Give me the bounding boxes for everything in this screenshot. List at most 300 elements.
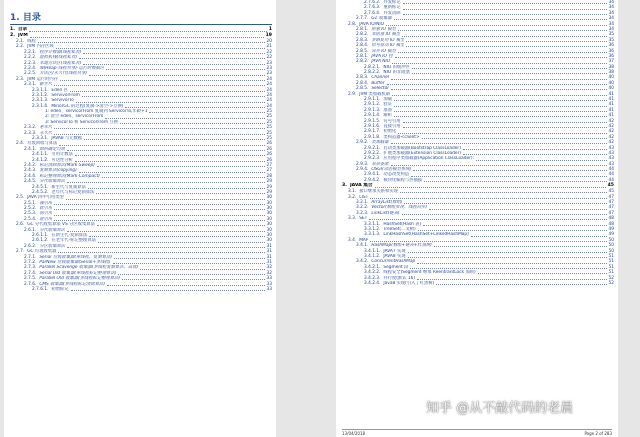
toc-dot-leader [67,247,264,248]
toc-entry-page: 43 [608,161,614,167]
toc-dot-leader [408,252,607,253]
toc-entry-title: MAP [359,237,369,243]
toc-dot-leader [394,19,607,20]
toc-entry-title: 并发清除 [383,10,401,16]
toc-dot-leader [429,209,606,210]
toc-entry-title: Segment 段 [383,264,409,270]
toc-dot-leader [82,96,265,97]
toc-dot-leader [97,166,265,167]
toc-entry-page: 1 [268,27,272,32]
toc-dot-leader [404,203,606,204]
toc-entry-number: 2.8.2. [356,32,369,38]
toc-dot-leader [408,257,607,258]
toc-list-right [342,0,614,286]
toc-dot-leader [76,102,265,103]
toc-dot-leader [369,219,606,220]
toc-entry-number: 2.9.2. [356,140,369,146]
toc-entry-number: 2.5.1. [24,200,37,206]
toc-entry-number: 3.4.2.4. [364,280,381,286]
toc-dot-leader [418,230,607,231]
toc-entry-page: 30 [266,195,272,201]
toc-entry-page: 47 [608,205,614,211]
toc-entry[interactable] [10,287,272,292]
toc-dot-leader [375,187,606,188]
toc-dot-leader [79,58,264,59]
toc-entry-page: 48 [608,216,614,222]
toc-entry-title: 永久代 [39,130,53,136]
toc-dot-leader [118,274,264,275]
toc-entry-number: 2.9.1.1. [364,97,381,103]
toc-entry-page: 36 [608,48,614,54]
toc-entry-page: 25 [266,130,272,136]
toc-dot-leader [422,138,607,139]
toc-entry-title: 重新标记 [383,5,401,11]
toc-entry-page: 30 [266,227,272,233]
toc-entry-page: 26 [266,152,272,158]
toc-entry-page: 41 [608,91,614,97]
toc-entry-title: 2: 清空 eden、servicorFrom [45,114,104,120]
toc-entry-page: 43 [608,150,614,156]
toc-entry-number: 2.8.3. [356,37,369,43]
toc-entry-title: 加载 [383,97,392,103]
toc-dot-leader [96,193,264,194]
toc-dot-leader [391,143,607,144]
toc-dot-leader [463,149,607,150]
toc-entry-title: JVM 内存区域 [27,44,54,50]
toc-entry-number: 3.3. [348,216,357,222]
toc-entry-title: JAVA IO/NIO [359,21,384,27]
toc-entry-page: 33 [266,286,272,292]
toc-entry-title: 模块化编程与热插拔 [383,177,423,183]
toc-entry-number: 2.3.2. [24,125,37,131]
toc-entry-title: LinkList(链表) [371,210,400,216]
toc-entry-title: LIST [359,194,369,200]
toc-entry-page: 31 [266,254,272,260]
toc-entry-page: 47 [608,210,614,216]
toc-dot-leader [406,41,606,42]
toc-dot-leader [391,165,607,166]
toc-dot-leader [106,69,264,70]
toc-entry-number: 2.4.1.1. [32,152,49,158]
heading-rule [10,24,272,25]
toc-entry-number: 2.9.1.7. [364,129,381,135]
toc-dot-leader [395,57,607,58]
toc-entry-page: 45 [607,183,614,189]
toc-dot-leader [59,145,264,146]
toc-entry-title: 程序计数器(线程私有) [39,49,82,55]
toc-entry-page: 25 [266,136,272,142]
toc-entry-page: 41 [608,102,614,108]
toc-entry-number: 2.4.5.1. [32,184,49,190]
toc-entry-number: 2.6.1.2. [32,238,49,244]
toc-entry-page: 30 [266,211,272,217]
toc-dot-leader [56,48,265,49]
toc-entry-title: 垃圾回收与算法 [27,141,58,147]
toc-entry-number: 2.6. [16,222,25,228]
toc-entry-page: 42 [608,140,614,146]
toc-entry-number: 2.5.2. [24,206,37,212]
toc-entry-number: 2.2.3. [24,60,37,66]
toc-entry-page: 30 [266,222,272,228]
toc-entry-title: 动态改变构造 [383,172,410,178]
toc-entry-number: 2.9.1.2. [364,102,381,108]
toc-entry-page: 25 [266,109,272,115]
toc-entry-title: 标记整理算法(Mark-Compact) [39,173,100,179]
toc-entry-title: 验证 [383,102,392,108]
toc-entry-page: 34 [608,21,614,27]
toc-entry-page: 37 [608,59,614,65]
toc-entry-number: 2.8.2. [356,59,369,65]
toc-entry-number: 2.8. [348,21,357,27]
toc-page-left [4,0,276,437]
toc-dot-leader [412,68,607,69]
toc-entry-number: 2.8.2.2. [364,70,381,76]
toc-entry-number: 2.5. [16,195,25,201]
toc-dot-leader [413,170,606,171]
toc-entry-page: 22 [266,55,272,61]
toc-entry-page: 34 [608,16,614,22]
toc-entry-number: 2.1. [16,38,25,44]
toc-dot-leader [417,263,606,264]
toc-entry[interactable] [342,281,614,286]
toc-entry-title: JAVA8 与元数据 [51,136,83,142]
toc-dot-leader [387,84,607,85]
toc-dot-leader [38,42,265,43]
toc-dot-leader [79,172,265,173]
toc-entry-title: 虚引用 [39,216,53,222]
toc-entry-number: 3.2.2. [356,205,369,211]
toc-entry-page: 26 [266,146,272,152]
toc-entry-title: OSGI(动态模型系统) [371,167,412,173]
toc-entry-page: 25 [266,119,272,125]
toc-entry-title: GC 分代收集算法 VS 分区收集算法 [27,222,95,228]
toc-entry-number: 2.6.2. [24,243,37,249]
toc-entry-title: Selector [371,86,389,92]
toc-entry-page: 31 [266,249,272,255]
toc-entry-page: 51 [608,264,614,270]
toc-entry-title: JAVA 集合 [349,183,373,189]
toc-entry-page: 40 [608,80,614,86]
toc-dot-leader [403,3,607,4]
toc-dot-leader [60,80,265,81]
toc-entry-page: 24 [266,87,272,93]
toc-dot-leader [386,25,607,26]
toc-entry-page: 44 [608,167,614,173]
toc-entry-number: 2.2.4. [24,65,37,71]
toc-dot-leader [410,268,606,269]
toc-entry-title: 新生代 [39,82,53,88]
toc-entry-title: 准备 [383,107,392,113]
toc-dot-leader [107,285,265,286]
toc-dot-leader [406,46,606,47]
toc-entry-title: 3: ServicorTo 和 ServicorFrom 互换 [45,119,118,125]
toc-dot-leader [54,85,264,86]
toc-dot-leader [149,112,264,113]
toc-entry-number: 2.7.7. [356,16,369,22]
toc-entry-number: 3.4.2.2. [364,270,381,276]
toc-entry-number: 3.3.1.2. [364,227,381,232]
toc-entry-title: 强引用 [39,200,53,206]
toc-entry-page: 42 [608,134,614,140]
toc-entry-page: 32 [266,265,272,271]
toc-entry-number: 2.8.2.1. [364,64,381,70]
toc-entry-number: 2.9.3. [356,161,369,167]
toc-entry-title: 阻塞 IO 模型 [371,26,396,32]
toc-entry-number: 2.4.4. [24,173,37,179]
toc-entry-title: 异步 IO 模型 [371,48,396,54]
toc-entry-title: HashMap(数组+链表+红黑树) [371,243,432,249]
toc-entry-page: 30 [266,200,272,206]
toc-entry-title: MinorGC 的过程(复制->清空->互换) [51,103,124,109]
toc-entry-title: Java8 实现(引入了红黑树) [383,280,435,286]
toc-entry-page: 40 [608,86,614,92]
toc-entry-page: 27 [266,162,272,168]
toc-entry-number: 2.6.1.1. [32,233,49,239]
toc-entry-page: 42 [608,123,614,129]
toc-dot-leader [391,79,607,80]
toc-entry-title: 线程安全(Segment 继承 ReentrantLock 加锁) [383,270,476,276]
toc-entry-page: 52 [608,280,614,286]
toc-entry-page: 23 [266,65,272,71]
toc-entry-number: 3.4.1.2. [364,253,381,259]
toc-entry-number: 3. [342,183,347,189]
toc-entry-page: 20 [266,38,272,44]
toc-dot-leader [114,258,264,259]
toc-entry-number: 2.6.1. [24,227,37,233]
toc-entry-number: 2.3.3. [24,130,37,136]
toc-heading: 1. 目录 [10,13,41,23]
toc-entry-title: Parallel Scavenge 收集器(多线程复制算法、高效) [39,265,139,271]
toc-entry-number: 3.4.2.1. [364,264,381,270]
toc-dot-leader [417,279,606,280]
toc-dot-leader [105,118,264,119]
toc-entry-title: 本地方法区(线程私有) [39,60,82,66]
toc-entry-title: CMS 收集器(多线程标记清除算法) [39,281,106,287]
toc-entry-title: JAVA IO 包 [371,53,393,59]
toc-entry-number: 2.9.2.2. [364,150,381,156]
toc-dot-leader [471,236,607,237]
toc-entry-page: 31 [266,243,272,249]
toc-entry-title: 如何确定垃圾 [39,146,66,152]
toc-entry-number: 1. [10,27,15,32]
toc-entry-page: 44 [608,177,614,183]
toc-entry-number: 2.8.5. [356,48,369,54]
toc-entry-number: 2.8.3. [356,75,369,81]
toc-entry-title: JAVA NIO [371,59,391,65]
toc-entry-number: 2.7.6.1. [32,286,49,292]
toc-entry-number: 2.9.4.2. [364,177,381,183]
toc-dot-leader [122,279,264,280]
toc-entry-number: 2.2. [16,44,25,50]
toc-list-left [10,27,272,292]
toc-entry-number: 2.9.2.1. [364,145,381,151]
toc-entry-page: 47 [608,200,614,206]
toc-entry-page: 42 [608,129,614,135]
toc-entry-number: 2.9.2.3. [364,156,381,162]
toc-entry-number: 2.2.1. [24,49,37,55]
toc-entry-title: 软引用 [39,206,53,212]
toc-entry-number: 2.4.3. [24,168,37,174]
toc-entry-page: 51 [608,270,614,276]
toc-entry-page: 43 [608,156,614,162]
toc-entry-title: 虚拟机栈(线程私有) [39,55,78,61]
toc-dot-leader [70,91,265,92]
toc-dot-leader [58,252,264,253]
toc-entry-number: 2.9.1.4. [364,113,381,119]
toc-entry-number: 3.2.1. [356,200,369,206]
toc-entry-page: 36 [608,43,614,49]
toc-dot-leader [403,122,607,123]
toc-entry-title: Buffer [371,80,385,86]
toc-entry-number: 2.4.1.2. [32,157,49,163]
toc-entry-page: 38 [608,64,614,70]
toc-entry-page: 22 [266,49,272,55]
toc-entry-page: 50 [608,243,614,249]
toc-dot-leader [83,64,264,65]
toc-entry-number: 3.2.3. [356,210,369,216]
toc-dot-leader [400,192,607,193]
toc-dot-leader [140,269,264,270]
toc-entry-number: 2.8.1. [356,26,369,32]
toc-entry-title: ArrayList(数组) [371,200,403,206]
toc-dot-leader [113,263,265,264]
toc-dot-leader [89,236,264,237]
toc-entry-title: JVM 运行时内存 [27,76,58,82]
toc-entry-number: 2.4.2. [24,162,37,168]
toc-entry-page: 33 [266,276,272,282]
toc-dot-leader [84,139,264,140]
toc-entry-number: 2.3. [16,76,25,82]
toc-entry-page: 29 [266,184,272,190]
toc-entry-page: 34 [608,0,614,5]
toc-entry-title: 启动类加载器(Bootstrap ClassLoader) [383,145,461,151]
toc-entry-page: 50 [608,237,614,243]
toc-dot-leader [392,95,607,96]
toc-entry-title: 初始化 [383,129,397,135]
toc-entry-number: 2.9.4. [356,167,369,173]
toc-entry-title: 在新生代-复制算法 [51,233,88,239]
toc-entry-page: 47 [608,194,614,200]
toc-entry-title: 复制算法(copying) [39,168,77,174]
toc-page-right [336,0,618,437]
toc-entry-number: 2.3.1.1. [32,87,49,93]
toc-dot-leader [423,225,606,226]
toc-entry-number: 2.4.5. [24,179,37,185]
toc-entry-number: 2.9.4.1. [364,172,381,178]
toc-entry-page: 30 [266,238,272,244]
toc-entry-page: 29 [266,189,272,195]
toc-entry-number: 2.3.1.4. [32,103,49,109]
toc-entry-title: GC 垃圾收集器 [27,249,57,255]
toc-entry-title: LinkHashSet(HashSet+LinkedHashMap) [383,232,469,238]
toc-entry-title: 在老年代-标记整理算法 [51,238,96,244]
toc-entry-number: 3.4. [348,237,357,243]
toc-dot-leader [370,198,606,199]
toc-entry-title: G1 收集器 [371,16,392,22]
toc-entry-title: ParNew 垃圾收集器(Serial+多线程) [39,260,111,265]
toc-entry-number: 2.2.5. [24,71,37,77]
toc-entry-title: 引用计数法 [51,152,73,158]
toc-entry-title: 新生代与复制算法 [51,184,86,190]
toc-entry-page: 42 [608,118,614,124]
toc-dot-leader [88,188,265,189]
toc-entry-number: 2.7. [16,249,25,255]
toc-entry-number: 2.7.6.2. [364,0,381,5]
toc-entry-title: 目录 [17,27,28,32]
toc-dot-leader [29,31,267,32]
footer-date: 13/04/2018 [342,431,366,436]
toc-entry-title: 分代收集算法 [39,179,66,185]
toc-entry-number: 3.4.1.1. [364,248,381,254]
toc-dot-leader [75,155,265,156]
toc-dot-leader [403,127,607,128]
toc-entry-title: 双亲委派 [371,161,389,167]
toc-entry-number: 2.3.1.2. [32,92,49,98]
toc-entry-number: 2.9.1.5. [364,118,381,124]
toc-entry-number: 3.4.2. [356,259,369,265]
toc-dot-leader [83,53,264,54]
toc-entry-page: 51 [608,253,614,259]
toc-entry-page: 44 [608,172,614,178]
toc-entry-number: 2.8.4. [356,80,369,86]
toc-dot-leader [463,154,607,155]
toc-dot-leader [434,246,607,247]
toc-entry-page: 30 [266,233,272,239]
toc-entry-page: 25 [266,114,272,120]
toc-entry-title: 标记清除算法(Mark-Sweep) [39,162,95,168]
toc-entry-title: 解析 [383,113,392,119]
toc-entry-number: 2.7.1. [24,254,37,260]
toc-dot-leader [403,9,607,10]
toc-entry-title: ConcurrentHashMap [371,259,416,265]
toc-entry-title: Vector(数组实现、线程同步) [371,205,428,211]
toc-entry-title: 类加载器 [371,140,389,146]
toc-entry-page: 35 [608,32,614,38]
toc-dot-leader [403,14,607,15]
toc-entry-title: Serial Old 收集器(单线程标记整理算法) [39,270,117,276]
toc-entry-title: NIO 的非阻塞 [383,70,410,76]
toc-entry-title: JAVA7 实现 [383,248,406,254]
toc-entry-page: 21 [266,44,272,50]
toc-entry-number: 2.7.3. [24,265,37,271]
toc-entry-number: 2.9. [348,91,357,97]
toc-dot-leader [30,37,264,38]
toc-dot-leader [98,242,265,243]
toc-dot-leader [54,134,264,135]
toc-entry-page: 24 [266,76,272,82]
toc-dot-leader [370,241,606,242]
toc-entry-number: 2.3.3.1. [32,136,49,142]
toc-dot-leader [394,100,607,101]
toc-entry-page: 36 [608,53,614,59]
toc-entry-page: 52 [608,275,614,281]
toc-entry-number: 2.7.5. [24,276,37,282]
toc-dot-leader [436,284,606,285]
toc-dot-leader [75,161,265,162]
toc-entry-page: 26 [266,141,272,147]
toc-entry-title: 可达性分析 [51,157,73,163]
toc-dot-leader [67,231,264,232]
toc-entry-title: 线程 [27,38,36,44]
toc-entry-title: 多路复用 IO 模型 [371,37,405,43]
toc-entry-page: 19 [265,33,272,38]
page-footer [342,429,612,436]
toc-dot-leader [54,220,264,221]
toc-entry-title: 并发标记 [383,0,401,5]
toc-entry-number: 2.4.1. [24,146,37,152]
toc-entry-page: 30 [266,206,272,212]
toc-entry-number: 2.3.1.3. [32,98,49,104]
